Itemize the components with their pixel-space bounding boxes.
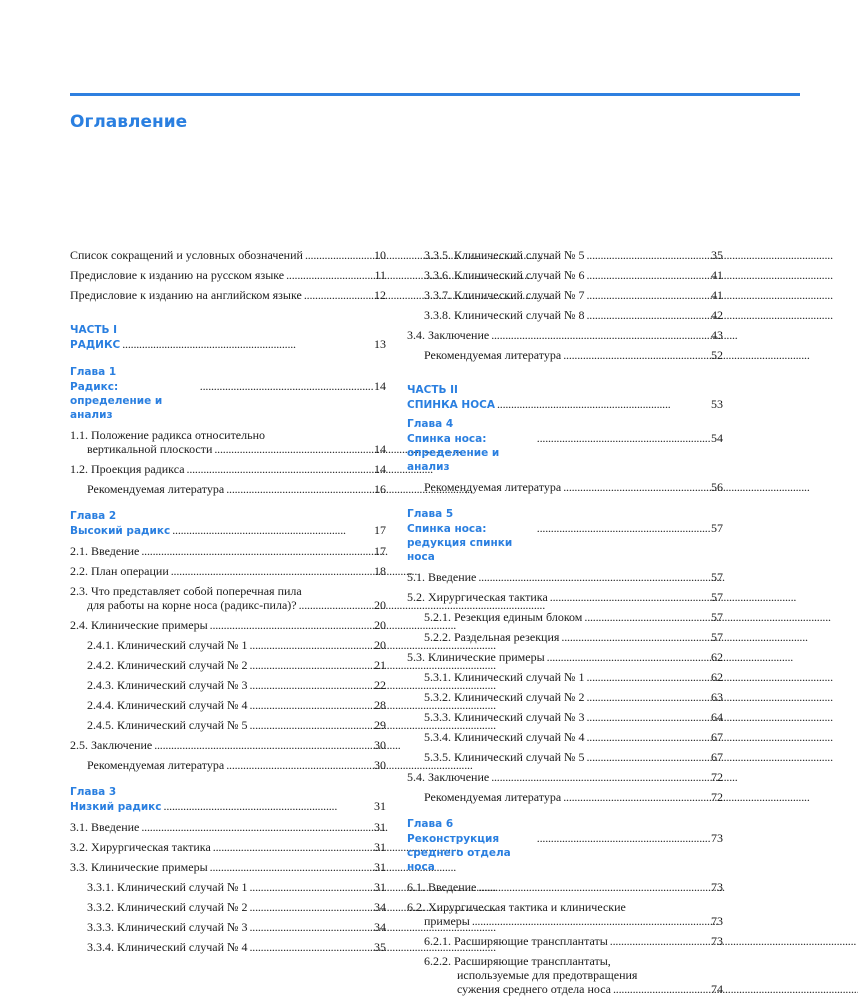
page-title: Оглавление xyxy=(70,112,188,132)
toc-entry[interactable]: 2.4.4. Клинический случай № 4 . . . 28 xyxy=(70,698,386,712)
toc-entry[interactable]: Рекомендуемая литература . . . 56 xyxy=(407,480,723,494)
chapter-label: Глава 5 xyxy=(407,508,454,520)
toc-entry[interactable]: 2.5. Заключение . . . 30 xyxy=(70,738,386,752)
toc-entry[interactable]: 2.4.2. Клинический случай № 2 . . . 21 xyxy=(70,658,386,672)
toc-entry[interactable]: 2.3. Что представляет собой поперечная пила для работы на корне носа (радикс-пила)? . . . 20 xyxy=(70,584,386,612)
toc-entry[interactable]: 5.3.2. Клинический случай № 2 . . . 63 xyxy=(407,690,723,704)
chapter-title-entry[interactable]: Спинка носа: редукция спинки носа . . . . . . . . . . . . . . . . . . . . . . . . . . . . . . . . . . . . . . . . . . . . . . . . . . . . . . . . . . . . . . 57 xyxy=(407,521,723,563)
toc-entry[interactable]: 3.3.5. Клинический случай № 5 . . . 35 xyxy=(407,248,723,262)
toc-left-column xyxy=(70,248,386,960)
toc-entry[interactable]: 3.3.8. Клинический случай № 8 . . . 42 xyxy=(407,308,723,322)
toc-entry[interactable]: 2.2. План операции . . . 18 xyxy=(70,564,386,578)
toc-entry[interactable]: 2.4. Клинические примеры . . . 20 xyxy=(70,618,386,632)
toc-entry[interactable]: 5.3.3. Клинический случай № 3 . . . 64 xyxy=(407,710,723,724)
chapter-title-entry[interactable]: Реконструкция среднего отдела носа . . . . . . . . . . . . . . . . . . . . . . . . . . . . . . . . . . . . . . . . . . . . . . . . . . . . . . . . . . . . . . 73 xyxy=(407,831,723,873)
part-title-entry[interactable]: РАДИКС . . . . . . . . . . . . . . . . . . . . . . . . . . . . . . . . . . . . . . . . . . . . . . . . . . . . . . . . . . . . . . 13 xyxy=(70,337,386,351)
chapter-title-entry[interactable]: Высокий радикс . . . . . . . . . . . . . . . . . . . . . . . . . . . . . . . . . . . . . . . . . . . . . . . . . . . . . . . . . . . . . . 17 xyxy=(70,523,386,537)
toc-entry[interactable]: 2.4.1. Клинический случай № 1 . . . 20 xyxy=(70,638,386,652)
toc-entry[interactable]: 5.3. Клинические примеры . . . 62 xyxy=(407,650,723,664)
toc-entry[interactable]: 2.1. Введение . . . 17 xyxy=(70,544,386,558)
chapter-label: Глава 2 xyxy=(70,510,117,522)
toc-entry[interactable]: 3.3.2. Клинический случай № 2 . . . 34 xyxy=(70,900,386,914)
toc-entry[interactable]: Рекомендуемая литература . . . 72 xyxy=(407,790,723,804)
toc-entry[interactable]: 5.3.4. Клинический случай № 4 . . . 67 xyxy=(407,730,723,744)
top-rule xyxy=(70,93,800,96)
toc-entry[interactable]: 6.2.2. Расширяющие трансплантаты, используемые для предотвращения сужения среднего отдела носа . . . 74 xyxy=(407,954,723,996)
toc-entry[interactable]: Рекомендуемая литература . . . 30 xyxy=(70,758,386,772)
chapter-title-entry[interactable]: Спинка носа: определение и анализ . . . . . . . . . . . . . . . . . . . . . . . . . . . . . . . . . . . . . . . . . . . . . . . . . . . . . . . . . . . . . . 54 xyxy=(407,431,723,473)
toc-entry[interactable]: 6.1. Введение . . . 73 xyxy=(407,880,723,894)
part-title-entry[interactable]: СПИНКА НОСА . . . . . . . . . . . . . . . . . . . . . . . . . . . . . . . . . . . . . . . . . . . . . . . . . . . . . . . . . . . . . . 53 xyxy=(407,397,723,411)
part-label: ЧАСТЬ II xyxy=(407,384,458,396)
toc-entry[interactable]: Предисловие к изданию на русском языке . . . 11 xyxy=(70,268,386,282)
toc-entry[interactable]: 1.1. Положение радикса относительно вертикальной плоскости . . . 14 xyxy=(70,428,386,456)
toc-entry[interactable]: 2.4.5. Клинический случай № 5 . . . 29 xyxy=(70,718,386,732)
toc-entry[interactable]: 6.2.1. Расширяющие трансплантаты . . . 73 xyxy=(407,934,723,948)
toc-entry[interactable]: 1.2. Проекция радикса . . . 14 xyxy=(70,462,386,476)
toc-entry[interactable]: 3.3.7. Клинический случай № 7 . . . 41 xyxy=(407,288,723,302)
toc-entry[interactable]: Предисловие к изданию на английском языке . . . 12 xyxy=(70,288,386,302)
toc-entry[interactable]: 3.2. Хирургическая тактика . . . 31 xyxy=(70,840,386,854)
toc-entry[interactable]: 2.4.3. Клинический случай № 3 . . . 22 xyxy=(70,678,386,692)
chapter-label: Глава 3 xyxy=(70,786,117,798)
toc-entry[interactable]: Рекомендуемая литература . . . 16 xyxy=(70,482,386,496)
toc-entry[interactable]: 3.4. Заключение . . . 43 xyxy=(407,328,723,342)
toc-entry[interactable]: 3.3. Клинические примеры . . . 31 xyxy=(70,860,386,874)
part-label: ЧАСТЬ I xyxy=(70,324,118,336)
toc-entry[interactable]: Рекомендуемая литература . . . 52 xyxy=(407,348,723,362)
toc-entry[interactable]: 6.2. Хирургическая тактика и клинические примеры . . . 73 xyxy=(407,900,723,928)
chapter-title-entry[interactable]: Радикс: определение и анализ . . . . . . . . . . . . . . . . . . . . . . . . . . . . . . . . . . . . . . . . . . . . . . . . . . . . . . . . . . . . . . 14 xyxy=(70,379,386,421)
toc-entry[interactable]: 5.2. Хирургическая тактика . . . 57 xyxy=(407,590,723,604)
toc-entry[interactable]: 5.2.1. Резекция единым блоком . . . 57 xyxy=(407,610,723,624)
toc-entry[interactable]: 5.2.2. Раздельная резекция . . . 57 xyxy=(407,630,723,644)
toc-entry[interactable]: 5.4. Заключение . . . 72 xyxy=(407,770,723,784)
toc-entry[interactable]: Список сокращений и условных обозначений . . . 10 xyxy=(70,248,386,262)
chapter-label: Глава 6 xyxy=(407,818,454,830)
toc-entry[interactable]: 5.3.1. Клинический случай № 1 . . . 62 xyxy=(407,670,723,684)
toc-entry[interactable]: 3.3.4. Клинический случай № 4 . . . 35 xyxy=(70,940,386,954)
toc-entry[interactable]: 3.1. Введение . . . 31 xyxy=(70,820,386,834)
chapter-label: Глава 1 xyxy=(70,366,117,378)
toc-entry[interactable]: 3.3.1. Клинический случай № 1 . . . 31 xyxy=(70,880,386,894)
chapter-title-entry[interactable]: Низкий радикс . . . . . . . . . . . . . . . . . . . . . . . . . . . . . . . . . . . . . . . . . . . . . . . . . . . . . . . . . . . . . . 31 xyxy=(70,799,386,813)
toc-entry[interactable]: 3.3.3. Клинический случай № 3 . . . 34 xyxy=(70,920,386,934)
toc-right-column xyxy=(407,248,723,1002)
toc-entry[interactable]: 3.3.6. Клинический случай № 6 . . . 41 xyxy=(407,268,723,282)
chapter-label: Глава 4 xyxy=(407,418,454,430)
toc-entry[interactable]: 5.1. Введение . . . 57 xyxy=(407,570,723,584)
toc-entry[interactable]: 5.3.5. Клинический случай № 5 . . . 67 xyxy=(407,750,723,764)
